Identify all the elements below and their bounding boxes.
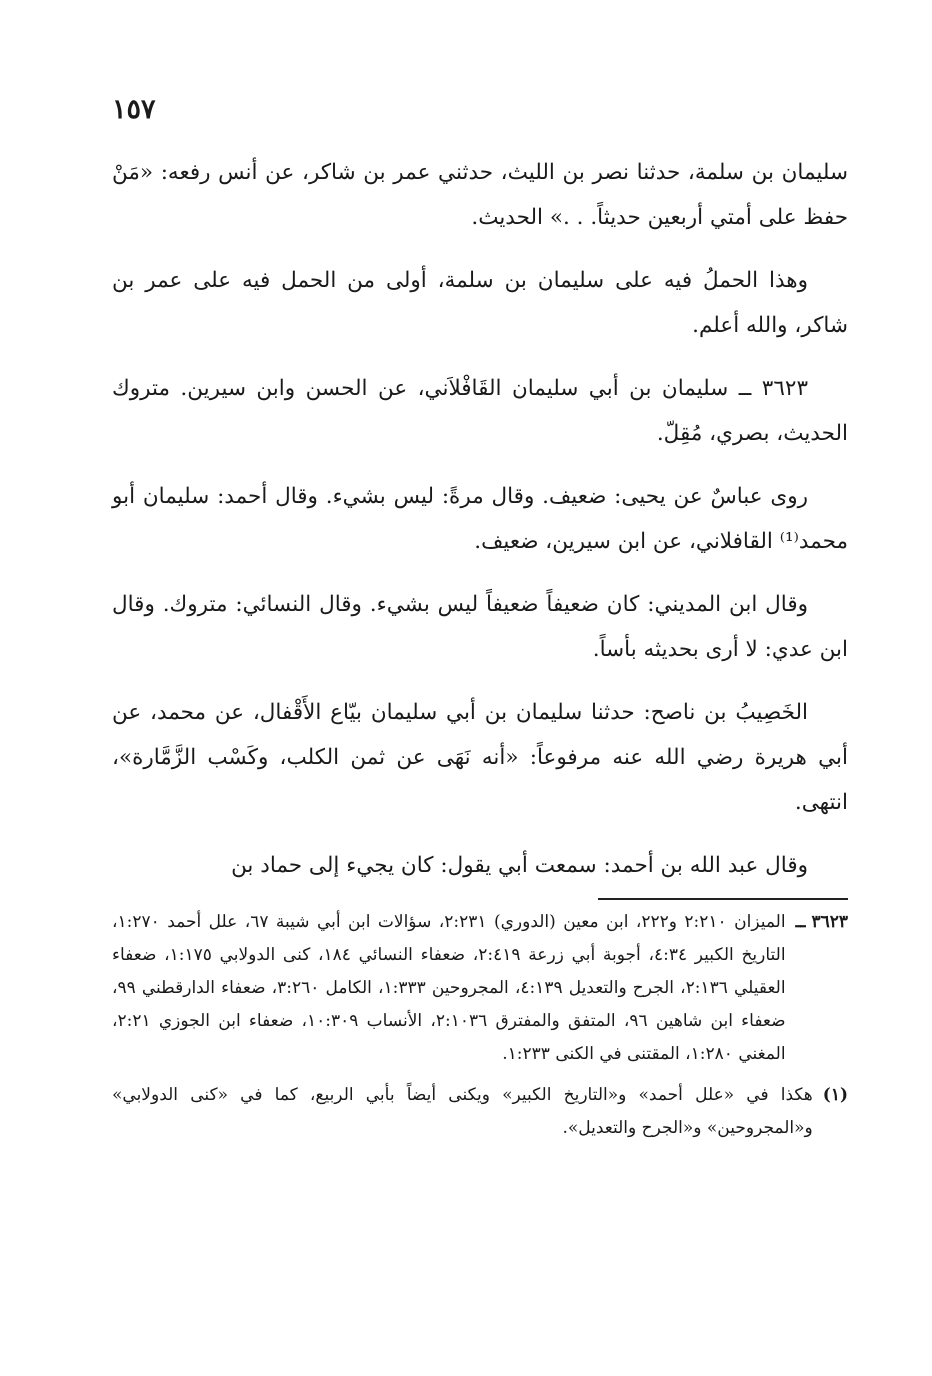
paragraph: وهذا الحملُ فيه على سليمان بن سلمة، أولى من الحمل فيه على عمر بن شاكر، والله أعلم. xyxy=(112,268,848,338)
footnotes xyxy=(112,906,848,1153)
footnote-number: ٣٦٢٣ ــ xyxy=(795,912,848,932)
main-text xyxy=(112,150,848,906)
page-number: ١٥٧ xyxy=(112,94,156,125)
entry-heading-paragraph: ٣٦٢٣ ــ سليمان بن أبي سليمان القَافْلاَني، عن الحسن وابن سيرين. متروك الحديث، بصري، مُقِلّ. xyxy=(112,376,848,446)
footnote-1 xyxy=(112,1079,848,1145)
footnote-separator xyxy=(598,898,848,900)
footnote-text: الميزان ٢:٢١٠ و٢٢٢، ابن معين (الدوري) ٢:٢٣١، سؤالات ابن أبي شيبة ٦٧، علل أحمد ١:٢٧٠، التاريخ الكبير ٤:٣٤، أجوبة أبي زرعة ٢:٤١٩، ضعفاء النسائي ١٨٤، كنى الدولابي ١:١٧٥، ضعفاء العقيلي ٢:١٣٦، الجرح والتعديل ٤:١٣٩، المجروحين ١:٣٣٣، الكامل ٣:٢٦٠، ضعفاء الدارقطني ٩٩، ضعفاء ابن شاهين ٩٦، المتفق والمفترق ٢:١٠٣٦، الأنساب ١٠:٣٠٩، ضعفاء ابن الجوزي ٢:٢١، المغني ١:٢٨٠، المقتنى في الكنى ١:٢٣٣. xyxy=(112,912,786,1064)
paragraph: وقال ابن المديني: كان ضعيفاً ضعيفاً ليس بشيء. وقال النسائي: متروك. وقال ابن عدي: لا أرى بحديثه بأساً. xyxy=(112,592,848,662)
paragraph: وقال عبد الله بن أحمد: سمعت أبي يقول: كان يجيء إلى حماد بن xyxy=(231,853,808,878)
paragraph: الخَصِيبُ بن ناصح: حدثنا سليمان بن أبي سليمان بيّاع الأَقْفال، عن محمد، عن أبي هريرة رضي الله عنه مرفوعاً: «أنه نَهَى عن ثمن الكلب، وكَسْب الزَّمَّارة»، انتهى. xyxy=(112,700,848,815)
paragraph: روى عباسٌ عن يحيى: ضعيف. وقال مرةً: ليس بشيء. وقال أحمد: سليمان أبو محمد⁽¹⁾ القافلاني، عن ابن سيرين، ضعيف. xyxy=(112,484,848,554)
footnote-sources xyxy=(112,906,848,1071)
paragraph: سليمان بن سلمة، حدثنا نصر بن الليث، حدثني عمر بن شاكر، عن أنس رفعه: «مَنْ حفظ على أمتي أربعين حديثاً. . .» الحديث. xyxy=(112,160,848,230)
footnote-text: هكذا في «علل أحمد» و«التاريخ الكبير» ويكنى أيضاً بأبي الربيع، كما في «كنى الدولابي» و«المجروحين» و«الجرح والتعديل». xyxy=(112,1085,813,1138)
footnote-number: (١) xyxy=(822,1085,848,1105)
